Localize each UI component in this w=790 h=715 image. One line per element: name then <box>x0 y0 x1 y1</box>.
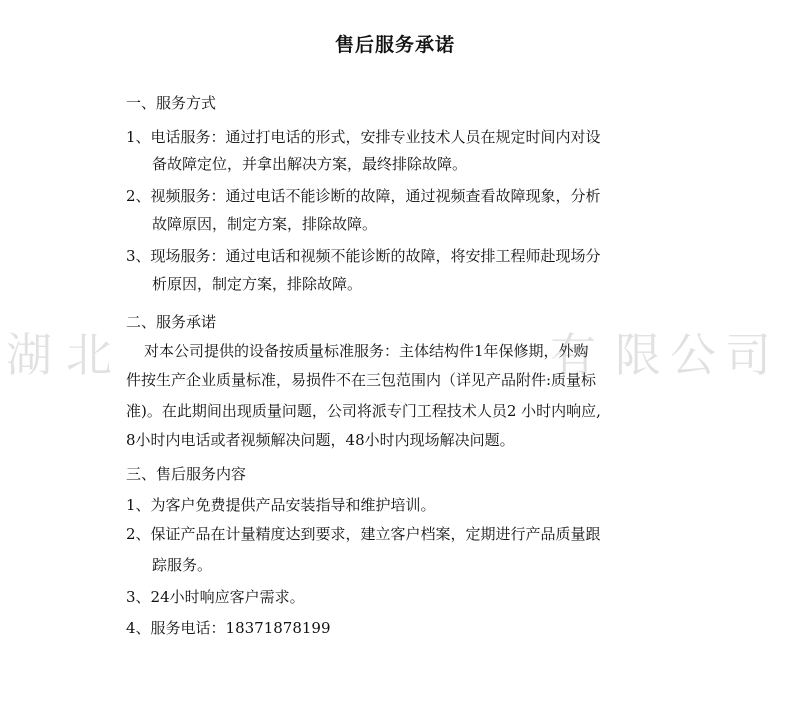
list-item-video-service: 2、视频服务：通过电话不能诊断的故障，通过视频查看故障现象，分析 <box>126 187 601 205</box>
section-heading-service-commitment: 二、服务承诺 <box>126 313 217 331</box>
list-item-onsite-service: 3、现场服务：通过电话和视频不能诊断的故障，将安排工程师赴现场分 <box>126 247 601 265</box>
watermark-char: 司 <box>725 328 771 382</box>
list-item-quality-tracking: 2、保证产品在计量精度达到要求，建立客户档案，定期进行产品质量跟 <box>126 525 601 543</box>
watermark-char: 限 <box>615 328 661 382</box>
commitment-paragraph-line-4: 8小时内电话或者视频解决问题，48小时内现场解决问题。 <box>126 431 515 449</box>
list-item-phone-service: 1、电话服务：通过打电话的形式，安排专业技术人员在规定时间内对设 <box>126 128 601 146</box>
watermark-char: 湖 <box>6 328 52 382</box>
section-heading-service-methods: 一、服务方式 <box>126 94 217 112</box>
list-item-quality-tracking-cont: 踪服务。 <box>152 556 213 574</box>
watermark-char: 有 <box>550 328 596 382</box>
commitment-paragraph-line-1: 对本公司提供的设备按质量标准服务：主体结构件1年保修期，外购 <box>144 342 589 360</box>
list-item-phone-service-cont: 备故障定位，并拿出解决方案，最终排除故障。 <box>152 155 468 173</box>
watermark-char: 北 <box>66 328 112 382</box>
list-item-24h-response: 3、24小时响应客户需求。 <box>126 588 305 606</box>
list-item-onsite-service-cont: 析原因，制定方案，排除故障。 <box>152 275 363 293</box>
section-heading-after-sales-content: 三、售后服务内容 <box>126 465 247 483</box>
commitment-paragraph-line-3: 准)。在此期间出现质量问题，公司将派专门工程技术人员2 小时内响应, <box>126 402 601 420</box>
commitment-paragraph-line-2: 件按生产企业质量标准，易损件不在三包范围内（详见产品附件:质量标 <box>126 371 597 389</box>
document-title: 售后服务承诺 <box>334 34 455 56</box>
list-item-installation-training: 1、为客户免费提供产品安装指导和维护培训。 <box>126 496 436 514</box>
watermark-char: 公 <box>670 328 716 382</box>
list-item-video-service-cont: 故障原因，制定方案，排除故障。 <box>152 215 378 233</box>
list-item-service-phone: 4、服务电话：18371878199 <box>126 619 331 637</box>
